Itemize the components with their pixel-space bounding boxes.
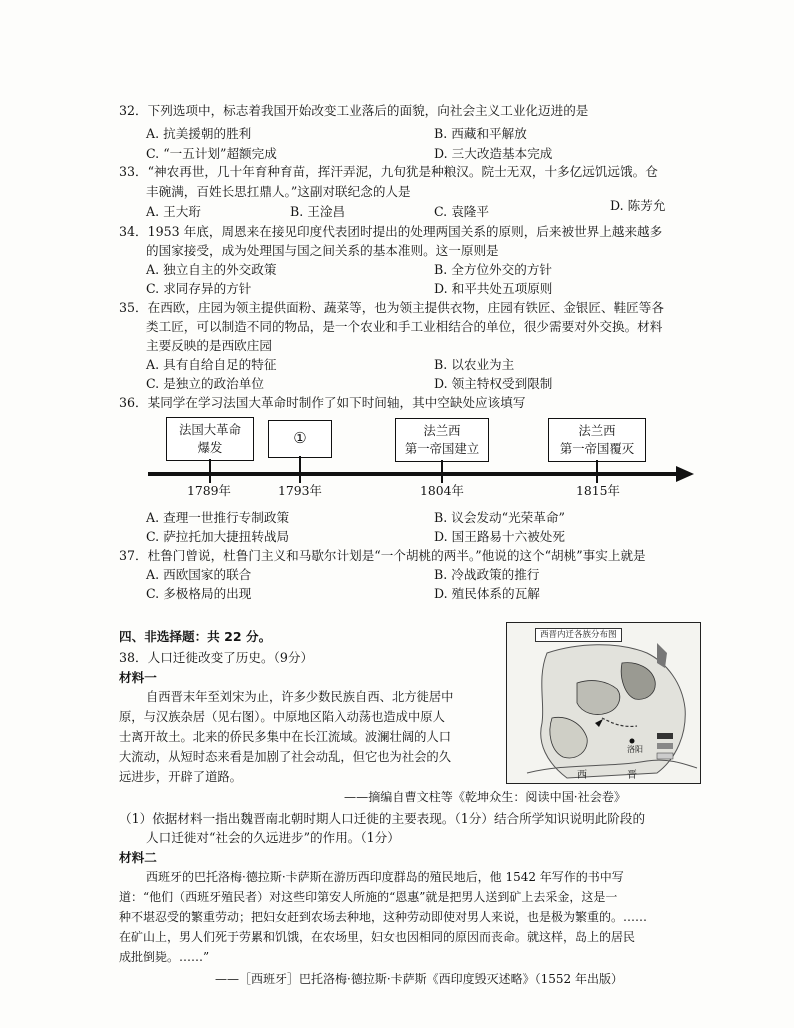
map-label-jin: 晋 — [627, 770, 637, 781]
q38-sub1-line1: （1）依据材料一指出魏晋南北朝时期人口迁徙的主要表现。（1分）结合所学知识说明此阶段的 — [119, 811, 646, 826]
timeline-year-1815: 1815年 — [576, 483, 620, 498]
material-1-line5: 远进步，开辟了道路。 — [119, 770, 242, 784]
timeline-box-empire-fallen — [548, 418, 646, 462]
timeline-tick-1815 — [596, 476, 598, 483]
q35-stem-line2: 类工匠，可以制造不同的物品，是一个农业和手工业相结合的单位，很少需要对外交换。材料 — [146, 319, 663, 334]
q35-option-a: A. 具有自给自足的特征 — [146, 357, 277, 372]
material-1-label: 材料一 — [119, 670, 157, 685]
material-1-line2: 原，与汉族杂居（见右图）。中原地区陷入动荡也造成中原人 — [119, 710, 445, 724]
q37-stem: 37．杜鲁门曾说，杜鲁门主义和马歇尔计划是“一个胡桃的两半。”他说的这个“胡桃”事实上就是 — [119, 548, 646, 563]
q34-stem-line2: 的国家接受，成为处理国与国之间关系的基本准则。这一原则是 — [146, 243, 499, 258]
timeline-blank-marker: ① — [293, 429, 307, 448]
timeline-year-1804: 1804年 — [420, 483, 464, 498]
q37-option-d: D. 殖民体系的瓦解 — [434, 586, 540, 601]
timeline-tick-1804 — [441, 476, 443, 483]
q33-stem-line1: 33．“神农再世，几十年育种育苗，挥汗弄泥，九旬犹是种粮汉。院士无双，十多亿远饥远饿。仓 — [119, 164, 658, 179]
timeline-stem-1793 — [299, 456, 301, 472]
timeline-box-revolution-line1: 法国大革命 — [179, 422, 241, 438]
q34-option-a: A. 独立自主的外交政策 — [146, 262, 277, 277]
timeline-box-revolution — [166, 417, 254, 461]
timeline-arrow-icon — [676, 466, 694, 482]
q32-option-d: D. 三大改造基本完成 — [434, 146, 553, 161]
timeline-stem-1804 — [441, 460, 443, 472]
timeline-tick-1793 — [299, 476, 301, 483]
timeline-year-1793: 1793年 — [278, 483, 322, 498]
q33-option-b: B. 王淦昌 — [290, 204, 346, 219]
section-4-heading: 四、非选择题：共 22 分。 — [119, 629, 272, 644]
material-2-line5: 成批倒毙。……” — [119, 950, 210, 964]
material-1-line1: 自西晋末年至刘宋为止，许多少数民族自西、北方徙居中 — [146, 690, 454, 704]
timeline-stem-1815 — [596, 460, 598, 472]
material-1-line4: 大流动，从短时态来看是加剧了社会动乱，但它也为社会的久 — [119, 750, 452, 764]
q33-option-d: D. 陈芳允 — [610, 198, 666, 213]
q34-option-c: C. 求同存异的方针 — [146, 281, 252, 296]
q37-option-c: C. 多极格局的出现 — [146, 586, 252, 601]
q36-option-b: B. 议会发动“光荣革命” — [434, 510, 565, 525]
q33-option-a: A. 王大珩 — [146, 204, 201, 219]
migration-map — [506, 622, 701, 784]
q33-stem-line2: 丰碗满，百姓长思扛鼎人。”这副对联纪念的人是 — [146, 184, 411, 199]
map-title: 西晋内迁各族分布图 — [535, 628, 622, 642]
q36-option-c: C. 萨拉托加大捷扭转战局 — [146, 529, 290, 544]
q38-sub1-line2: 人口迁徙对“社会的久远进步”的作用。（1分） — [146, 830, 400, 845]
timeline-tick-1789 — [209, 476, 211, 483]
q35-option-d: D. 领主特权受到限制 — [434, 376, 553, 391]
q35-option-b: B. 以农业为主 — [434, 357, 515, 372]
timeline-box-empire-founded — [395, 418, 489, 462]
material-2-source: ——［西班牙］巴托洛梅·德拉斯·卡萨斯《西印度毁灭述略》（1552 年出版） — [215, 972, 623, 986]
q33-option-c: C. 袁隆平 — [434, 204, 489, 219]
map-label-xi: 西 — [577, 770, 587, 781]
q32-option-c: C. “一五计划”超额完成 — [146, 146, 277, 161]
timeline-year-1789: 1789年 — [187, 483, 231, 498]
material-2-line2: 道：“他们（西班牙殖民者）对这些印第安人所施的“恩惠”就是把男人送到矿上去采金，这是一 — [119, 890, 618, 904]
q38-stem: 38．人口迁徙改变了历史。（9分） — [119, 650, 314, 665]
material-2-line4: 在矿山上，男人们死于劳累和饥饿，在农场里，妇女也因相同的原因而丧命。就这样，岛上的居民 — [119, 930, 636, 944]
q34-option-d: D. 和平共处五项原则 — [434, 281, 553, 296]
map-drawing — [507, 623, 700, 783]
material-2-line1: 西班牙的巴托洛梅·德拉斯·卡萨斯在游历西印度群岛的殖民地后，他 1542 年写作的书中写 — [146, 870, 624, 884]
timeline-box-blank — [268, 420, 332, 458]
timeline-axis — [148, 472, 678, 476]
material-1-source: ——摘编自曹文柱等《乾坤众生：阅读中国·社会卷》 — [344, 790, 627, 804]
map-label-luoyang: 洛阳 — [627, 745, 643, 754]
q32-option-a: A. 抗美援朝的胜利 — [146, 126, 252, 141]
timeline-box-empire-founded-line2: 第一帝国建立 — [404, 441, 480, 456]
q37-option-b: B. 冷战政策的推行 — [434, 567, 540, 582]
material-2-line3: 种不堪忍受的繁重劳动；把妇女赶到农场去种地，这种劳动即使对男人来说，也是极为繁重的。…… — [119, 910, 648, 924]
q35-stem-line1: 35．在西欧，庄园为领主提供面粉、蔬菜等，也为领主提供衣物，庄园有铁匠、金银匠、鞋匠等各 — [119, 300, 664, 315]
timeline-box-empire-fallen-line1: 法兰西 — [578, 423, 616, 439]
material-2-label: 材料二 — [119, 850, 157, 865]
q35-stem-line3: 主要反映的是西欧庄园 — [146, 338, 272, 353]
material-1-line3: 士离开故土。北来的侨民多集中在长江流域。波澜壮阔的人口 — [119, 730, 452, 744]
q35-option-c: C. 是独立的政治单位 — [146, 376, 264, 391]
q34-stem-line1: 34．1953 年底，周恩来在接见印度代表团时提出的处理两国关系的原则，后来被世界上越来越多 — [119, 224, 663, 239]
q36-option-a: A. 查理一世推行专制政策 — [146, 510, 290, 525]
q36-option-d: D. 国王路易十六被处死 — [434, 529, 565, 544]
q32-stem: 32．下列选项中，标志着我国开始改变工业落后的面貌，向社会主义工业化迈进的是 — [119, 103, 589, 118]
timeline-stem-1789 — [209, 459, 211, 472]
q32-option-b: B. 西藏和平解放 — [434, 126, 527, 141]
q37-option-a: A. 西欧国家的联合 — [146, 567, 252, 582]
q36-stem: 36．某同学在学习法国大革命时制作了如下时间轴，其中空缺处应该填写 — [119, 395, 526, 410]
timeline-box-empire-founded-line1: 法兰西 — [423, 423, 461, 439]
q34-option-b: B. 全方位外交的方针 — [434, 262, 553, 277]
timeline-box-empire-fallen-line2: 第一帝国覆灭 — [559, 441, 635, 456]
timeline-box-revolution-line2: 爆发 — [197, 440, 223, 455]
